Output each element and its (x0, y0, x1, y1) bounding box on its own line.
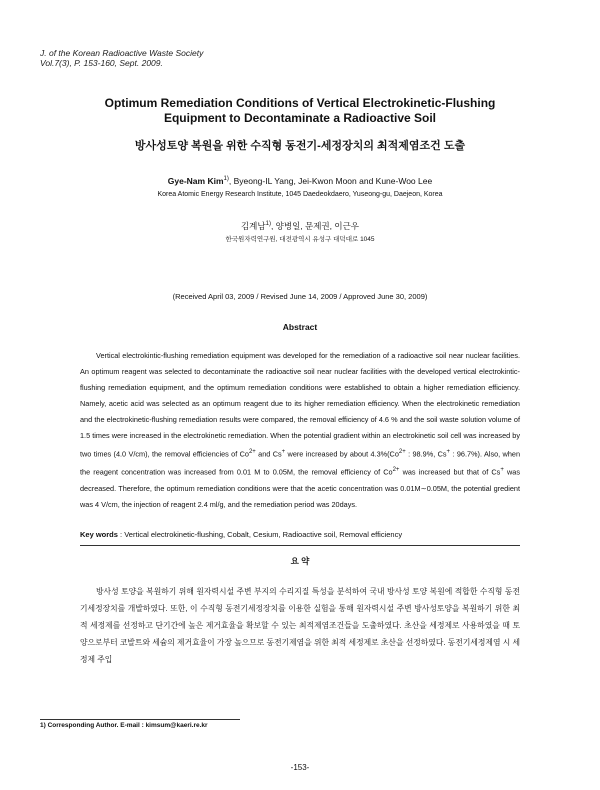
korean-title: 방사성토양 복원을 위한 수직형 동전기-세정장치의 최적제염조건 도출 (134, 140, 466, 152)
korean-abstract-paragraph: 방사성 토양을 복원하기 위해 원자력시설 주변 부지의 수리지질 특성을 분석하여 국내 방사성 토양 복원에 적합한 수직형 동전기세정장치를 개발하였다. 또한, 이 수직형 동전기세정장치를 이용한 실험을 통해 원자력시설 주변 방사성토양을 복원하기 위한 최적 세정제를 선정하고 단기간에 높은 제거효율을 확보할 수 있는 최적제염조건들을 도출하였다. 초산을 세정제로 사용하였을 때 토양으로부터 코발트와 세슘의 제거효율이 가장 높으므로 동전기제염을 위한 최적 세정제로 초산을 선정하였다. 동전기세정제염 시 세정제 주입 (80, 587, 520, 664)
abstract-text-2: and Cs (255, 449, 282, 459)
keywords-divider (80, 545, 520, 546)
abstract-text-5: : 96.7%). Also, when the reagent concentration was increased from 0.01 M to 0.05M, the removal efficiency of Co (80, 449, 520, 477)
abstract-sup-4: + (446, 449, 451, 455)
abstract-paragraph (80, 348, 520, 513)
korean-first-author-mark: 1) (265, 221, 271, 227)
journal-citation (40, 48, 203, 68)
korean-affiliation: 한국원자력연구원, 대전광역시 유성구 대덕대로 1045 (225, 236, 375, 243)
abstract-sup-6: + (500, 467, 504, 474)
abstract-sup-2: + (281, 449, 286, 455)
page-number: -153- (290, 763, 310, 772)
abstract-text-3: were increased by about 4.3%(Co (285, 449, 399, 459)
first-author: Gye-Nam Kim (167, 175, 224, 186)
author-list (40, 174, 560, 187)
paper-title-line-1: Optimum Remediation Conditions of Vertical Electrokinetic-Flushing (104, 96, 496, 110)
keywords-text: Vertical electrokinetic-flushing, Cobalt, Cesium, Radioactive soil, Removal efficiency (124, 530, 403, 539)
keywords-label: Key words (80, 530, 118, 539)
paper-title-line-2: Equipment to Decontaminate a Radioactive Soil (163, 111, 437, 125)
abstract-text-6: was increased but that of Cs (399, 467, 501, 477)
korean-abstract-heading: 요 약 (290, 556, 310, 566)
abstract-sup-3: 2+ (398, 449, 406, 455)
abstract-text-1: Vertical electrokintic-flushing remediation equipment was developed for the remediation of a radioactive soil near nuclear facilities. An optimum reagent was selected to decontaminate the radioactive soil near nuclear facilities with the developed vertical electrokintic-flushing remediation equipment, and the optimum remediation conditions were established to obtain a higher remediation efficiency. Namely, acetic acid was selected as an optimum reagent due to its higher remediation efficiency. When the electrokinetic remediation and the electrokinetic-flushing remediation results were compared, the removal efficiency of 4.6 % and the soil waste solution volume of 1.5 times were increased in the electrokinetic remediation. When the potential gradient within an electrokinetic soil cell was increased by two times (4.0 V/cm), the removal efficiencies of Co (80, 351, 520, 459)
korean-author-list (40, 219, 560, 232)
author-affiliation: Korea Atomic Energy Research Institute, 1045 Daedeokdaero, Yuseong-gu, Daejeon, Korea (157, 191, 443, 198)
keywords (80, 530, 520, 540)
abstract-body (80, 348, 520, 513)
corresponding-author-footnote: 1) Corresponding Author. E-mail : kimsum@kaeri.re.kr (40, 722, 208, 729)
journal-volume: Vol.7(3), P. 153-160, Sept. 2009. (40, 58, 163, 68)
korean-first-author: 김계남 (240, 220, 266, 231)
other-authors: , Byeong-IL Yang, Jei-Kwon Moon and Kune-Woo Lee (228, 175, 433, 186)
abstract-sup-1: 2+ (248, 449, 256, 455)
paper-title (60, 96, 540, 126)
korean-abstract-body (80, 583, 520, 668)
journal-name: J. of the Korean Radioactive Waste Society (40, 48, 204, 58)
korean-other-authors: , 양병일, 문제권, 이근우 (270, 220, 360, 231)
abstract-heading: Abstract (282, 322, 318, 332)
abstract-sup-5: 2+ (392, 467, 400, 474)
first-author-mark: 1) (223, 176, 229, 182)
received-dates: (Received April 03, 2009 / Revised June 14, 2009 / Approved June 30, 2009) (172, 292, 428, 301)
abstract-text-4: : 98.9%, Cs (405, 449, 447, 459)
abstract-text-7: was decreased. Therefore, the optimum remediation conditions were that the acetic concentration was 0.01M∼0.05M, the potential gredient was 4 V/cm, the injection of reagent 2.4 ml/g, and the remediation period was 20days. (80, 467, 520, 509)
keywords-separator: : (117, 530, 125, 539)
footnote-divider (40, 719, 240, 720)
